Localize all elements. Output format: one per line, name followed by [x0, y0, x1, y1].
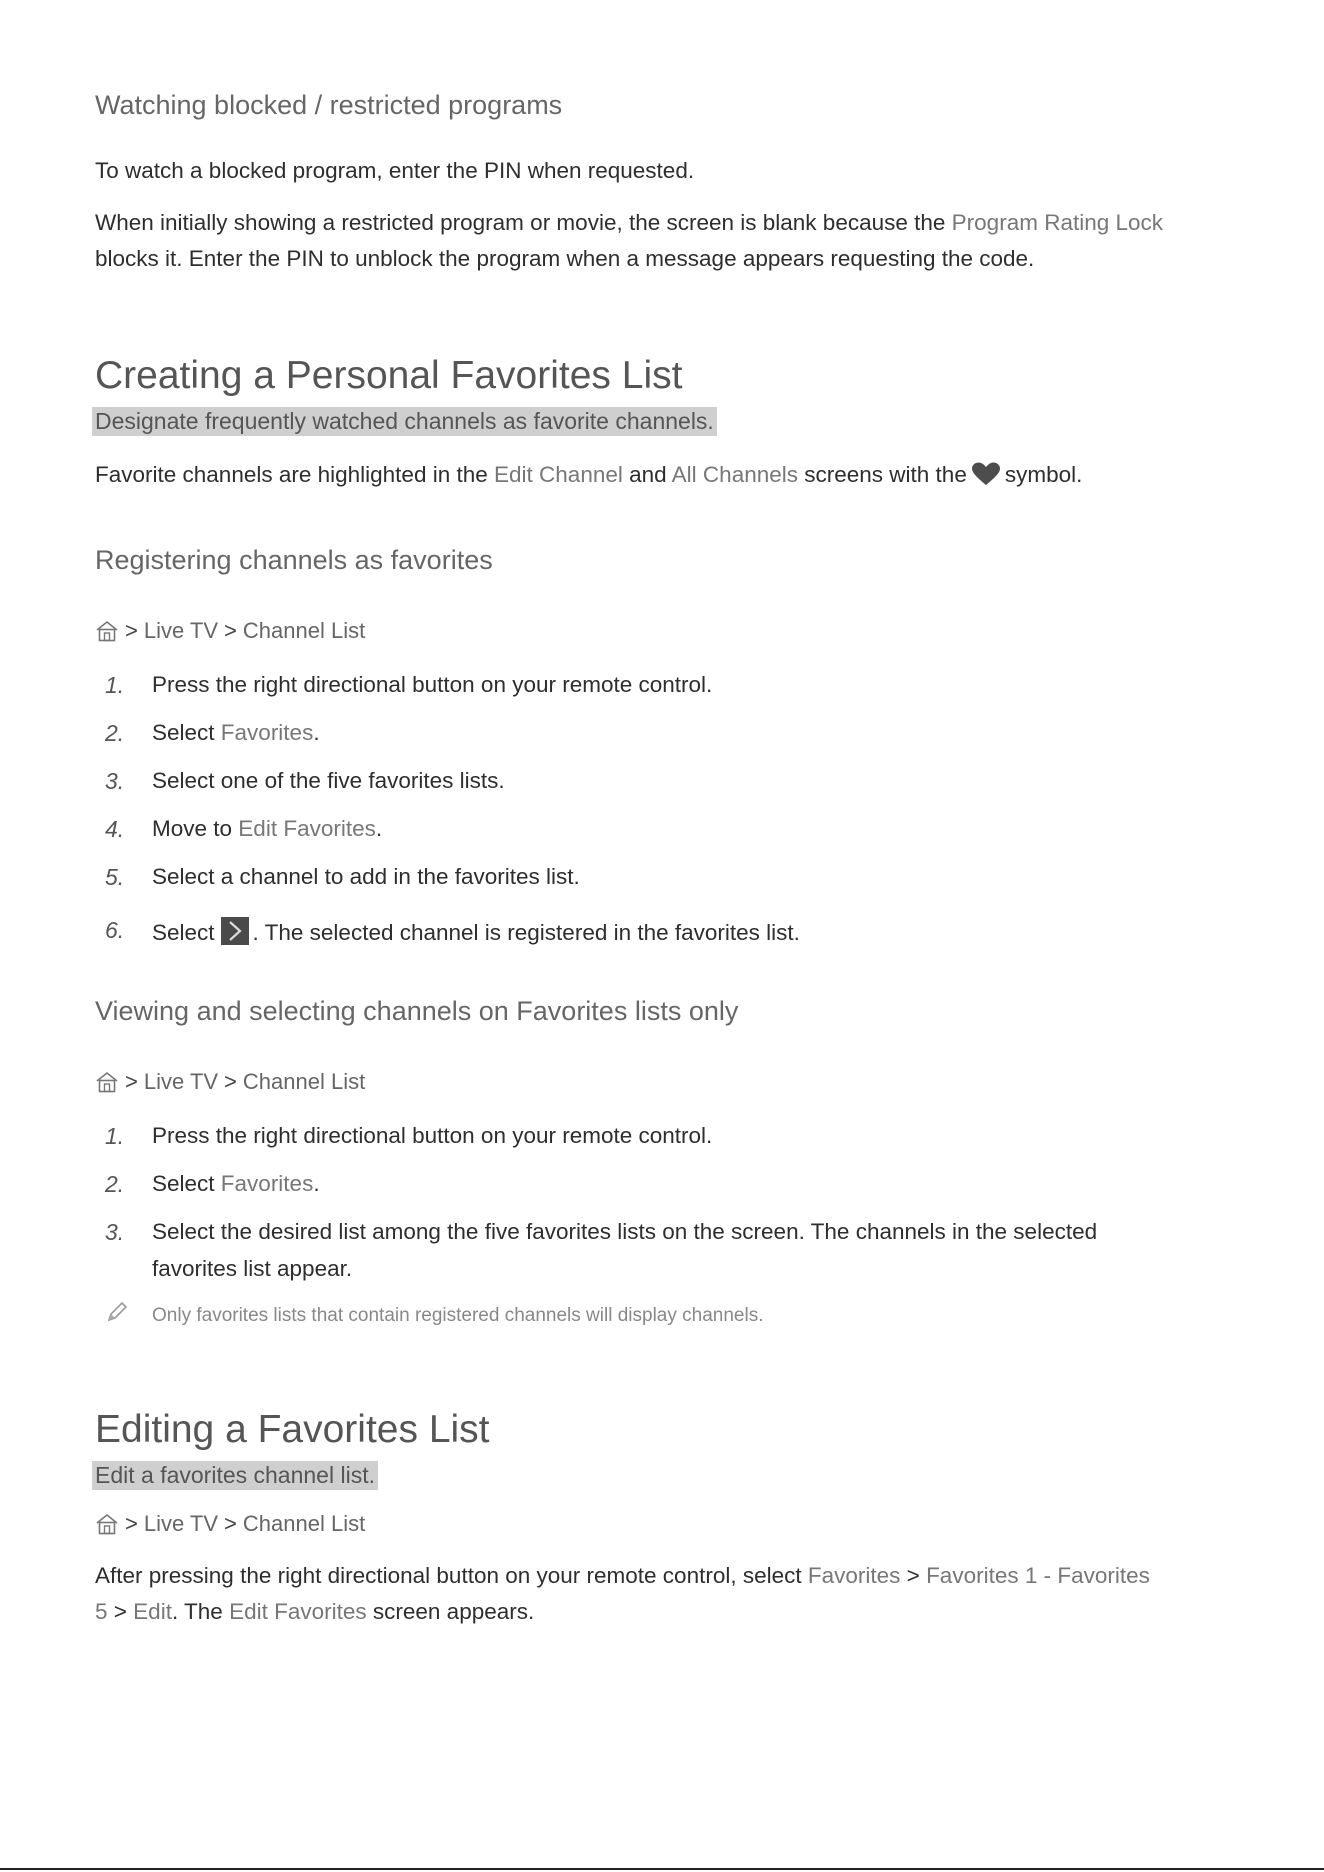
ui-term-favorites-range: Favorites 1 - Favorites 5 — [95, 1563, 1150, 1624]
breadcrumb-live-tv: Live TV — [143, 1511, 219, 1536]
ui-term-edit-favorites: Edit Favorites — [238, 816, 376, 841]
step-text: Select one of the five favorites lists. — [152, 768, 505, 793]
step-number: 3. — [105, 768, 125, 794]
home-icon — [95, 620, 119, 642]
note — [105, 1300, 129, 1329]
home-icon — [95, 1513, 119, 1535]
ui-term-favorites: Favorites — [807, 1563, 901, 1588]
breadcrumb — [95, 1069, 365, 1095]
breadcrumb-separator: > — [125, 618, 138, 643]
paragraph-watch-blocked: To watch a blocked program, enter the PIN when requested. — [95, 158, 695, 183]
section-title-editing-favorites: Editing a Favorites List — [95, 1408, 490, 1451]
subtitle-wrap — [92, 1461, 378, 1490]
step-text: Select a channel to add in the favorites list. — [152, 864, 580, 889]
paragraph-favorite-highlight: Favorite channels are highlighted in the Edit Channel and All Channels screens with the symbol. — [95, 462, 1083, 487]
step-number: 2. — [105, 1171, 125, 1197]
breadcrumb-separator: > — [224, 1069, 237, 1094]
move-right-icon — [221, 917, 249, 945]
breadcrumb-channel-list: Channel List — [242, 1069, 366, 1094]
paragraph-restricted: When initially showing a restricted program or movie, the screen is blank because the Program Rating Lock blocks it. Enter the PIN to unblock the program when a message appears requesting the code. — [95, 210, 1164, 271]
step-number: 3. — [105, 1219, 125, 1245]
step-text: Move to Edit Favorites. — [152, 816, 383, 841]
step-number: 2. — [105, 720, 125, 746]
step-text: Press the right directional button on your remote control. — [152, 1123, 713, 1148]
breadcrumb-channel-list: Channel List — [242, 1511, 366, 1536]
section-title-viewing: Viewing and selecting channels on Favorites lists only — [95, 996, 739, 1026]
breadcrumb-separator: > — [224, 618, 237, 643]
step-text-continued: favorites list appear. — [152, 1256, 353, 1281]
ui-term-edit-favorites: Edit Favorites — [229, 1599, 367, 1624]
step-number: 1. — [105, 1123, 125, 1149]
step-text: Select Favorites. — [152, 1171, 320, 1196]
note-text: Only favorites lists that contain registered channels will display channels. — [152, 1305, 764, 1326]
ui-term-all-channels: All Channels — [671, 462, 798, 487]
ui-term-edit-channel: Edit Channel — [494, 462, 623, 487]
heart-icon — [971, 461, 1001, 485]
breadcrumb — [95, 618, 365, 644]
section-subtitle-edit: Edit a favorites channel list. — [92, 1461, 378, 1490]
step-number: 1. — [105, 672, 125, 698]
section-title-creating-favorites: Creating a Personal Favorites List — [95, 354, 683, 397]
ui-term-edit: Edit — [133, 1599, 172, 1624]
page-bottom-border — [0, 1868, 1324, 1870]
paragraph-edit-favorites: After pressing the right directional button on your remote control, select Favorites > Favorites 1 - Favorites 5 > Edit. The Edit Favorites screen appears. — [95, 1563, 1150, 1624]
subtitle-wrap — [92, 407, 717, 436]
section-title-watching-blocked: Watching blocked / restricted programs — [95, 90, 563, 120]
step-text: Press the right directional button on your remote control. — [152, 672, 713, 697]
breadcrumb — [95, 1511, 365, 1537]
step-number: 6. — [105, 917, 125, 943]
breadcrumb-live-tv: Live TV — [143, 618, 219, 643]
breadcrumb-separator: > — [125, 1511, 138, 1536]
breadcrumb-channel-list: Channel List — [242, 618, 366, 643]
ui-term-favorites: Favorites — [220, 720, 314, 745]
step-number: 5. — [105, 864, 125, 890]
pencil-icon — [105, 1300, 129, 1324]
ui-term-favorites: Favorites — [220, 1171, 314, 1196]
home-icon — [95, 1071, 119, 1093]
section-title-registering: Registering channels as favorites — [95, 545, 493, 575]
breadcrumb-separator: > — [224, 1511, 237, 1536]
step-text: Select the desired list among the five favorites lists on the screen. The channels in the selected — [152, 1219, 1098, 1244]
step-text: Select Favorites. — [152, 720, 320, 745]
ui-term-program-rating-lock: Program Rating Lock — [951, 210, 1164, 235]
breadcrumb-live-tv: Live TV — [143, 1069, 219, 1094]
step-number: 4. — [105, 816, 125, 842]
section-subtitle-designate: Designate frequently watched channels as favorite channels. — [92, 407, 717, 436]
step-text: Select . The selected channel is registered in the favorites list. — [152, 917, 800, 946]
breadcrumb-separator: > — [125, 1069, 138, 1094]
